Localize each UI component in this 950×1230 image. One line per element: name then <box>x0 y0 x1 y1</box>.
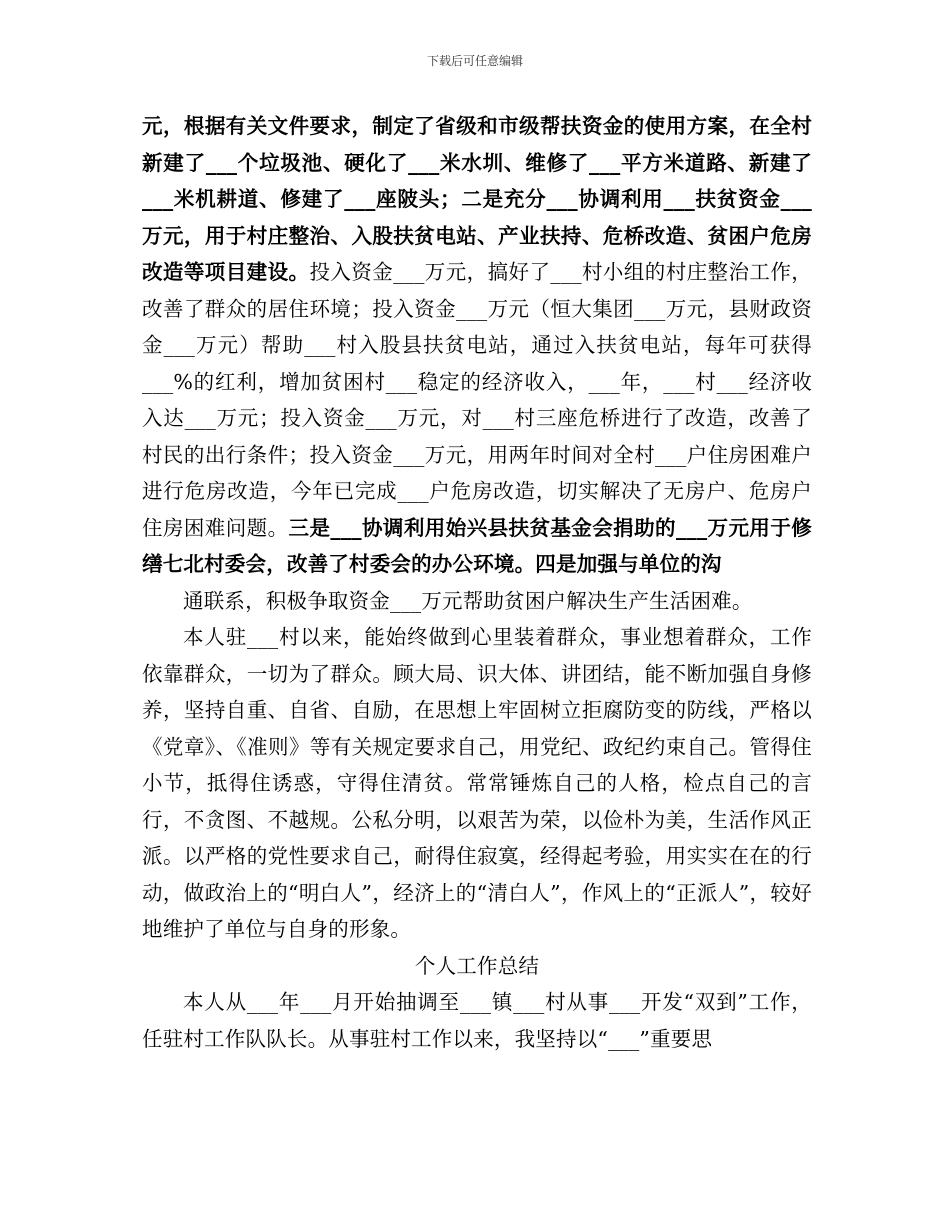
paragraph-1-bold-start: 元，根据有关文件要求，制定了省级和市级帮扶资金的使用方案，在全村新建了___个垃圾池、硬化了___米水圳、维修了___平方米道路、新建了___米机耕道、修建了___座陂头；二是充分___协调利用___扶贫资金___万元，用于村庄整治、入股扶贫电站、产业扶持、危桥改造、贫困户危房改造等项目建设。 <box>142 114 812 284</box>
paragraph-3: 本人驻___村以来，能始终做到心里装着群众，事业想着群众，工作依靠群众，一切为了群众。顾大局、识大体、讲团结，能不断加强自身修养，坚持自重、自省、自励，在思想上牢固树立拒腐防变的防线，严格以《党章》、《准则》等有关规定要求自己，用党纪、政纪约束自己。管得住小节，抵得住诱惑，守得住清贫。常常锤炼自己的人格，检点自己的言行，不贪图、不越规。公私分明，以艰苦为荣，以俭朴为美，生活作风正派。以严格的党性要求自己，耐得住寂寞，经得起考验，用实实在在的行动，做政治上的“明白人”，经济上的“清白人”，作风上的“正派人”，较好地维护了单位与自身的形象。 <box>142 625 812 941</box>
paragraph-4: 本人从___年___月开始抽调至___镇___村从事___开发“双到”工作，任驻村工作队队长。从事驻村工作以来，我坚持以“___”重要思 <box>142 990 812 1051</box>
paragraph-1-normal: 投入资金___万元，搞好了___村小组的村庄整治工作，改善了群众的居住环境；投入资金___万元（恒大集团___万元，县财政资金___万元）帮助___村入股县扶贫电站，通过入扶贫电站，每年可获得___%的红利，增加贫困村___稳定的经济收入，___年，___村___经济收入达___万元；投入资金___万元，对___村三座危桥进行了改造，改善了村民的出行条件；投入资金___万元，用两年时间对全村___户住房困难户进行危房改造，今年已完成___户危房改造，切实解决了无房户、危房户住房困难问题。 <box>142 260 812 540</box>
section-title: 个人工作总结 <box>414 953 540 978</box>
document-body <box>142 108 812 1057</box>
paragraph-1 <box>142 108 812 583</box>
paragraph-2: 通联系，积极争取资金___万元帮助贫困户解决生产生活困难。 <box>183 588 753 613</box>
page-header: 下载后可任意编辑 <box>426 54 523 68</box>
paragraph-1-bold-end: 三是___协调利用始兴县扶贫基金会捐助的___万元用于修缮七北村委会，改善了村委会的办公环境。四是加强与单位的沟 <box>142 515 812 576</box>
